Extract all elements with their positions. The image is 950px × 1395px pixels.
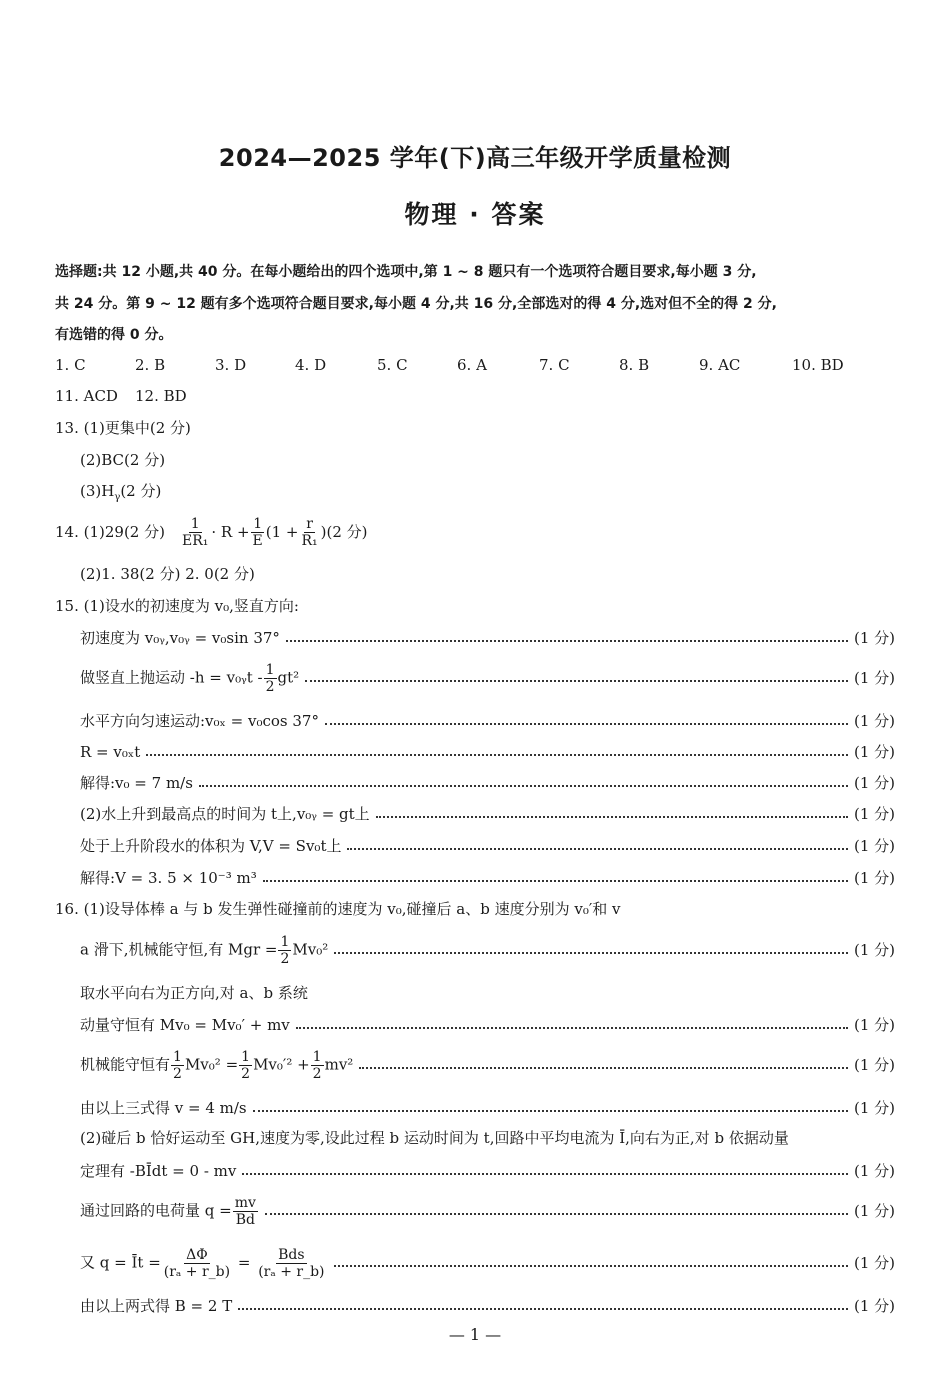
score-label: (1 分)	[853, 774, 895, 792]
q13-part-1: 13. (1)更集中(2 分)	[55, 419, 191, 437]
page-subtitle: 物理 · 答案	[404, 200, 546, 229]
q13-part-2: (2)BC(2 分)	[80, 451, 166, 469]
answer-11: 11. ACD	[55, 387, 118, 405]
q15-line-6-text: (2)水上升到最高点的时间为 t上,v₀ᵧ = gt上	[80, 805, 370, 823]
q16-frac-half-4-den: 2	[312, 1065, 322, 1082]
dot-leader	[325, 723, 848, 725]
q15-line-4-text: R = v₀ₓt	[80, 743, 141, 761]
score-label: (1 分)	[853, 669, 895, 687]
q16-frac-half-3-num: 1	[241, 1048, 251, 1065]
q16-line-9-prefix: 又 q = Īt =	[80, 1253, 161, 1271]
q15-intro: 15. (1)设水的初速度为 v₀,竖直方向:	[55, 597, 299, 615]
score-label: (1 分)	[853, 1056, 895, 1074]
dot-leader	[296, 1027, 848, 1029]
q14-part-1-score: (2 分)	[326, 523, 368, 541]
instructions-line-2: 共 24 分。第 9 ~ 12 题有多个选项符合题目要求,每小题 4 分,共 16 分,全部选对的得 4 分,选对但不全的得 2 分,	[55, 295, 777, 312]
q14-part-2: (2)1. 38(2 分) 2. 0(2 分)	[80, 565, 255, 583]
q16-frac-dphi-den: (rₐ + r_b)	[163, 1263, 231, 1280]
q14-frac-3-den: R₁	[301, 532, 318, 549]
page-title: 2024—2025 学年(下)高三年级开学质量检测	[218, 144, 732, 172]
q14-close: )	[320, 523, 327, 541]
q16-line-2: 取水平向右为正方向,对 a、b 系统	[80, 984, 308, 1002]
q14-open: (1 +	[265, 523, 299, 541]
q16-frac-mv-bd-num: mv	[234, 1194, 256, 1211]
q16-frac-half-3-den: 2	[241, 1065, 251, 1082]
q13-part-3	[80, 481, 895, 503]
q15-line-6	[80, 803, 895, 825]
q16-frac-half-1-den: 2	[280, 950, 290, 967]
answer-2: 2. B	[135, 356, 166, 374]
choice-instructions	[55, 257, 900, 352]
q15-line-2-suffix: gt²	[277, 668, 300, 686]
q16-frac-half-2-den: 2	[173, 1065, 182, 1082]
score-label: (1 分)	[853, 743, 895, 761]
dot-leader	[263, 880, 848, 882]
q14-frac-2	[251, 516, 265, 549]
dot-leader	[305, 680, 848, 682]
page-number: — 1 —	[448, 1325, 502, 1344]
q16-frac-half-3	[239, 1049, 252, 1082]
dot-leader	[265, 1213, 848, 1215]
q14-frac-1-num: 1	[190, 515, 200, 532]
q15-line-8-text: 解得:V = 3. 5 × 10⁻³ m³	[80, 869, 257, 887]
q16-line-4-suffix: mv²	[324, 1055, 354, 1073]
score-label: (1 分)	[853, 1254, 895, 1272]
dot-leader	[347, 848, 847, 850]
dot-leader	[199, 785, 848, 787]
dot-leader	[286, 640, 848, 642]
q15-line-7-text: 处于上升阶段水的体积为 V,V = Sv₀t上	[80, 837, 342, 855]
q16-line-6: (2)碰后 b 恰好运动至 GH,速度为零,设此过程 b 运动时间为 t,回路中平均电流为 Ī,向右为正,对 b 依据动量	[80, 1129, 789, 1147]
answer-7: 7. C	[539, 356, 570, 374]
dot-leader	[334, 1265, 848, 1267]
q16-line-5	[80, 1097, 895, 1119]
q15-line-2-text	[80, 662, 299, 695]
q16-line-1-text	[80, 934, 328, 967]
dot-leader	[146, 754, 848, 756]
q16-frac-mv-bd	[233, 1195, 258, 1228]
q16-line-8	[80, 1191, 895, 1231]
q16-intro: 16. (1)设导体棒 a 与 b 发生弹性碰撞前的速度为 v₀,碰撞后 a、b 速度分别为 v₀′和 v	[55, 900, 621, 918]
score-label: (1 分)	[853, 941, 895, 959]
q15-frac-half-num: 1	[265, 661, 275, 678]
q14-part-1	[55, 512, 900, 552]
q15-line-3-text: 水平方向匀速运动:v₀ₓ = v₀cos 37°	[80, 712, 319, 730]
q16-line-7	[80, 1160, 895, 1182]
q15-line-1	[80, 627, 895, 649]
q16-frac-half-1-num: 1	[280, 933, 290, 950]
answer-9: 9. AC	[699, 356, 741, 374]
q16-line-7-text: 定理有 -BĪdt = 0 - mv	[80, 1162, 237, 1180]
score-label: (1 分)	[853, 837, 895, 855]
q13-part-3-sub: γ	[114, 492, 121, 503]
dot-leader	[376, 816, 848, 818]
q15-line-3	[80, 710, 895, 732]
choice-answers-row-1	[55, 356, 875, 378]
answer-10: 10. BD	[792, 356, 844, 374]
q14-frac-2-den: E	[252, 532, 263, 549]
answer-4: 4. D	[295, 356, 327, 374]
q16-frac-half-4	[311, 1049, 324, 1082]
q14-frac-3-num: r	[306, 515, 313, 532]
answer-6: 6. A	[457, 356, 487, 374]
score-label: (1 分)	[853, 1099, 895, 1117]
q13-part-3-prefix: (3)H	[80, 482, 115, 500]
q16-line-4-mid2: Mv₀′² +	[253, 1055, 310, 1073]
q16-line-4	[80, 1045, 895, 1085]
q16-line-10	[80, 1295, 895, 1317]
score-label: (1 分)	[853, 712, 895, 730]
q16-line-1-prefix: a 滑下,机械能守恒,有 Mgr =	[80, 940, 278, 958]
q15-line-8	[80, 867, 895, 889]
q15-line-2-prefix: 做竖直上抛运动 -h = v₀ᵧt -	[80, 668, 263, 686]
q16-frac-half-2-num: 1	[173, 1048, 182, 1065]
q16-line-9	[80, 1243, 895, 1283]
q16-frac-half-2	[171, 1049, 184, 1082]
q16-frac-bds-num: Bds	[278, 1246, 305, 1263]
q16-line-4-text	[80, 1049, 353, 1082]
q14-frac-3	[300, 516, 320, 549]
dot-leader	[253, 1110, 848, 1112]
q16-line-8-prefix: 通过回路的电荷量 q =	[80, 1201, 232, 1219]
instructions-line-1: 选择题:共 12 小题,共 40 分。在每小题给出的四个选项中,第 1 ~ 8 题只有一个选项符合题目要求,每小题 3 分,	[55, 264, 757, 280]
q16-frac-mv-bd-den: Bd	[235, 1211, 255, 1228]
q16-line-3-text: 动量守恒有 Mv₀ = Mv₀′ + mv	[80, 1016, 290, 1034]
score-label: (1 分)	[853, 1016, 895, 1034]
score-label: (1 分)	[853, 1162, 895, 1180]
q15-line-7	[80, 835, 895, 857]
q16-line-8-text	[80, 1195, 259, 1228]
q16-frac-bds-den: (rₐ + r_b)	[258, 1263, 325, 1280]
q15-line-5	[80, 772, 895, 794]
score-label: (1 分)	[853, 1202, 895, 1220]
q16-line-10-text: 由以上两式得 B = 2 T	[80, 1297, 233, 1315]
q16-frac-half-4-num: 1	[312, 1048, 322, 1065]
instructions-line-3: 有选错的得 0 分。	[55, 327, 173, 343]
q16-frac-dphi	[162, 1247, 232, 1280]
score-label: (1 分)	[853, 869, 895, 887]
q16-line-9-text: 又 q = Īt = $\frac{\Delta\Phi}{\text{(rₐ + r\_b)}}$ = $\frac{\text{Bds}}{\text{(rₐ + r\_b)}}$	[80, 1246, 325, 1280]
dot-leader	[359, 1067, 848, 1069]
q16-line-4-mid1: Mv₀² =	[184, 1055, 239, 1073]
q16-frac-half-1	[278, 934, 291, 967]
q15-line-5-text: 解得:v₀ = 7 m/s	[80, 774, 193, 792]
q15-frac-half	[264, 662, 277, 695]
q16-line-5-text: 由以上三式得 v = 4 m/s	[80, 1099, 247, 1117]
dot-leader	[242, 1173, 848, 1175]
q14-part-1-label: 14. (1)29(2 分)	[55, 523, 165, 541]
answer-1: 1. C	[55, 356, 86, 374]
q16-line-3	[80, 1014, 895, 1036]
q16-line-1-suffix: Mv₀²	[292, 940, 329, 958]
answer-8: 8. B	[619, 356, 650, 374]
dot-leader	[334, 952, 848, 954]
answer-3: 3. D	[215, 356, 247, 374]
q15-line-4	[80, 741, 895, 763]
q14-frac-2-num: 1	[253, 515, 263, 532]
q15-line-1-text: 初速度为 v₀ᵧ,v₀ᵧ = v₀sin 37°	[80, 629, 280, 647]
q14-frac-1	[180, 516, 210, 549]
q13-part-3-suffix: (2 分)	[120, 482, 162, 500]
q15-line-2	[80, 658, 895, 698]
dot-leader	[238, 1308, 848, 1310]
q16-frac-dphi-num: ΔΦ	[186, 1246, 208, 1263]
q14-frac-1-den: ER₁	[181, 532, 209, 549]
q14-term-R: · R +	[211, 523, 250, 541]
score-label: (1 分)	[853, 629, 895, 647]
score-label: (1 分)	[853, 1297, 895, 1315]
q16-line-4-prefix: 机械能守恒有	[80, 1055, 171, 1073]
q15-frac-half-den: 2	[265, 678, 275, 695]
q16-line-1	[80, 930, 895, 970]
q16-frac-bds	[256, 1247, 326, 1280]
score-label: (1 分)	[853, 805, 895, 823]
answer-12: 12. BD	[135, 387, 187, 405]
choice-answers-row-2	[55, 387, 875, 409]
answer-5: 5. C	[377, 356, 408, 374]
